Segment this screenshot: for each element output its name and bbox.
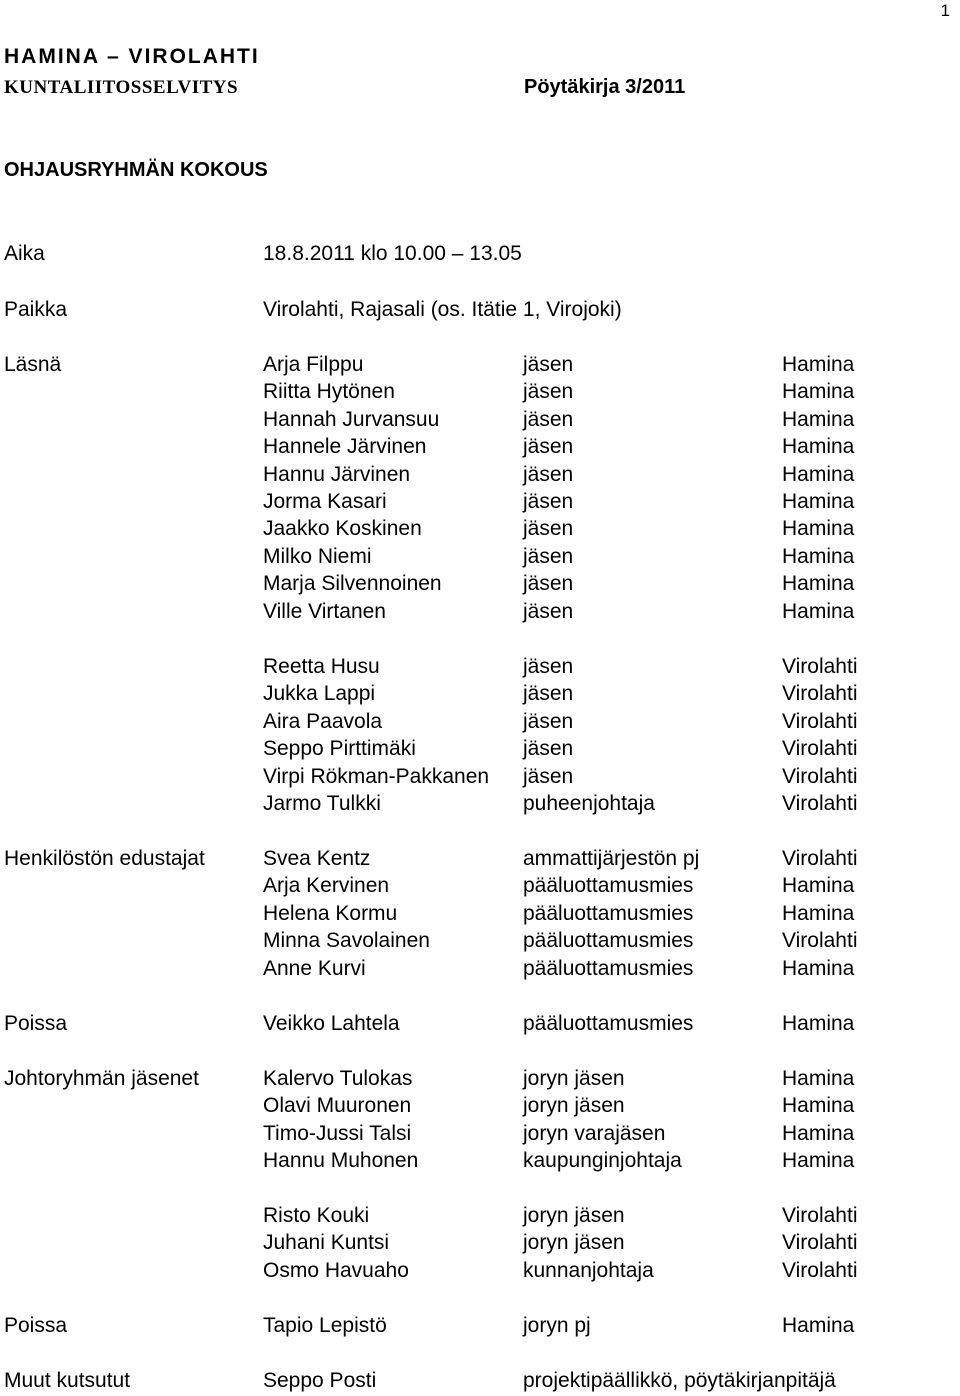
absent-staff-label: Poissa (4, 1012, 68, 1035)
attendee-name: Osmo Havuaho (263, 1259, 409, 1282)
attendee-role: ammattijärjestön pj (523, 847, 700, 870)
attendee-name: Jaakko Koskinen (263, 517, 422, 540)
attendee-town: Hamina (782, 1067, 855, 1090)
organization-title: HAMINA – VIROLAHTI (4, 45, 260, 68)
attendee-name: Virpi Rökman-Pakkanen (263, 765, 490, 788)
attendee-name: Helena Kormu (263, 902, 398, 925)
attendee-role: puheenjohtaja (523, 792, 655, 815)
attendee-role: kaupunginjohtaja (523, 1149, 682, 1172)
absent-board-label: Poissa (4, 1314, 68, 1337)
attendee-role: joryn jäsen (523, 1094, 625, 1117)
attendee-role: jäsen (523, 353, 574, 376)
attendee-town: Hamina (782, 600, 855, 623)
attendee-name: Reetta Husu (263, 655, 380, 678)
attendee-name: Svea Kentz (263, 847, 371, 870)
attendee-role: joryn jäsen (523, 1204, 625, 1227)
attendee-name: Jorma Kasari (263, 490, 387, 513)
attendee-name: Olavi Muuronen (263, 1094, 412, 1117)
attendee-role: pääluottamusmies (523, 929, 694, 952)
attendee-town: Hamina (782, 435, 855, 458)
attendee-town: Virolahti (782, 655, 858, 678)
attendee-name: Aira Paavola (263, 710, 383, 733)
page-number: 1 (940, 1, 950, 20)
present-label: Läsnä (4, 353, 62, 376)
attendee-town: Hamina (782, 1314, 855, 1337)
attendee-name: Kalervo Tulokas (263, 1067, 413, 1090)
attendee-town: Hamina (782, 902, 855, 925)
attendee-town: Hamina (782, 957, 855, 980)
attendee-role: projektipäällikkö, pöytäkirjanpitäjä (523, 1369, 836, 1392)
attendee-name: Hannah Jurvansuu (263, 408, 440, 431)
attendee-town: Virolahti (782, 929, 858, 952)
attendee-name: Juhani Kuntsi (263, 1231, 390, 1254)
place-label: Paikka (4, 298, 68, 321)
attendee-role: jäsen (523, 765, 574, 788)
attendee-role: jäsen (523, 737, 574, 760)
attendee-town: Virolahti (782, 847, 858, 870)
attendee-role: jäsen (523, 490, 574, 513)
time-label: Aika (4, 242, 45, 265)
attendee-name: Seppo Pirttimäki (263, 737, 416, 760)
attendee-role: kunnanjohtaja (523, 1259, 654, 1282)
attendee-role: joryn jäsen (523, 1067, 625, 1090)
attendee-town: Virolahti (782, 710, 858, 733)
attendee-town: Hamina (782, 545, 855, 568)
attendee-name: Jukka Lappi (263, 682, 376, 705)
attendee-town: Hamina (782, 1094, 855, 1117)
attendee-town: Hamina (782, 490, 855, 513)
attendee-name: Hannele Järvinen (263, 435, 427, 458)
attendee-town: Hamina (782, 517, 855, 540)
attendee-role: pääluottamusmies (523, 1012, 694, 1035)
attendee-name: Timo-Jussi Talsi (263, 1122, 412, 1145)
attendee-name: Ville Virtanen (263, 600, 386, 623)
attendee-town: Hamina (782, 380, 855, 403)
attendee-name: Minna Savolainen (263, 929, 430, 952)
attendee-name: Hannu Järvinen (263, 463, 411, 486)
attendee-town: Virolahti (782, 682, 858, 705)
attendee-town: Hamina (782, 1149, 855, 1172)
attendee-role: jäsen (523, 682, 574, 705)
attendee-town: Virolahti (782, 1259, 858, 1282)
attendee-role: jäsen (523, 655, 574, 678)
attendee-town: Virolahti (782, 1204, 858, 1227)
time-value: 18.8.2011 klo 10.00 – 13.05 (263, 242, 522, 265)
attendee-role: jäsen (523, 572, 574, 595)
attendee-town: Virolahti (782, 792, 858, 815)
attendee-name: Hannu Muhonen (263, 1149, 419, 1172)
attendee-name: Risto Kouki (263, 1204, 370, 1227)
attendee-role: jäsen (523, 463, 574, 486)
attendee-name: Veikko Lahtela (263, 1012, 400, 1035)
attendee-role: jäsen (523, 710, 574, 733)
attendee-name: Arja Filppu (263, 353, 364, 376)
attendee-town: Hamina (782, 353, 855, 376)
attendee-name: Anne Kurvi (263, 957, 366, 980)
attendee-role: jäsen (523, 408, 574, 431)
attendee-role: jäsen (523, 435, 574, 458)
attendee-town: Virolahti (782, 765, 858, 788)
attendee-town: Hamina (782, 1012, 855, 1035)
attendee-role: joryn jäsen (523, 1231, 625, 1254)
attendee-name: Jarmo Tulkki (263, 792, 381, 815)
attendee-town: Virolahti (782, 737, 858, 760)
attendee-role: jäsen (523, 517, 574, 540)
document-subtitle: KUNTALIITOSSELVITYS (4, 77, 239, 98)
attendee-role: pääluottamusmies (523, 902, 694, 925)
attendee-name: Tapio Lepistö (263, 1314, 387, 1337)
attendee-role: pääluottamusmies (523, 874, 694, 897)
board-label: Johtoryhmän jäsenet (4, 1067, 199, 1090)
attendee-name: Seppo Posti (263, 1369, 377, 1392)
attendee-role: joryn pj (523, 1314, 591, 1337)
attendee-town: Hamina (782, 874, 855, 897)
attendee-name: Marja Silvennoinen (263, 572, 442, 595)
attendee-town: Hamina (782, 408, 855, 431)
attendee-role: pääluottamusmies (523, 957, 694, 980)
attendee-name: Milko Niemi (263, 545, 372, 568)
meeting-title: OHJAUSRYHMÄN KOKOUS (4, 159, 268, 181)
protocol-number: Pöytäkirja 3/2011 (524, 76, 686, 98)
attendee-name: Arja Kervinen (263, 874, 390, 897)
place-value: Virolahti, Rajasali (os. Itätie 1, Virojoki) (263, 298, 622, 321)
attendee-name: Riitta Hytönen (263, 380, 395, 403)
attendee-town: Hamina (782, 1122, 855, 1145)
attendee-role: jäsen (523, 600, 574, 623)
attendee-role: jäsen (523, 545, 574, 568)
attendee-town: Hamina (782, 572, 855, 595)
attendee-town: Hamina (782, 463, 855, 486)
others-label: Muut kutsutut (4, 1369, 131, 1392)
staff-label: Henkilöstön edustajat (4, 847, 205, 870)
attendee-town: Virolahti (782, 1231, 858, 1254)
attendee-role: joryn varajäsen (523, 1122, 666, 1145)
attendee-role: jäsen (523, 380, 574, 403)
